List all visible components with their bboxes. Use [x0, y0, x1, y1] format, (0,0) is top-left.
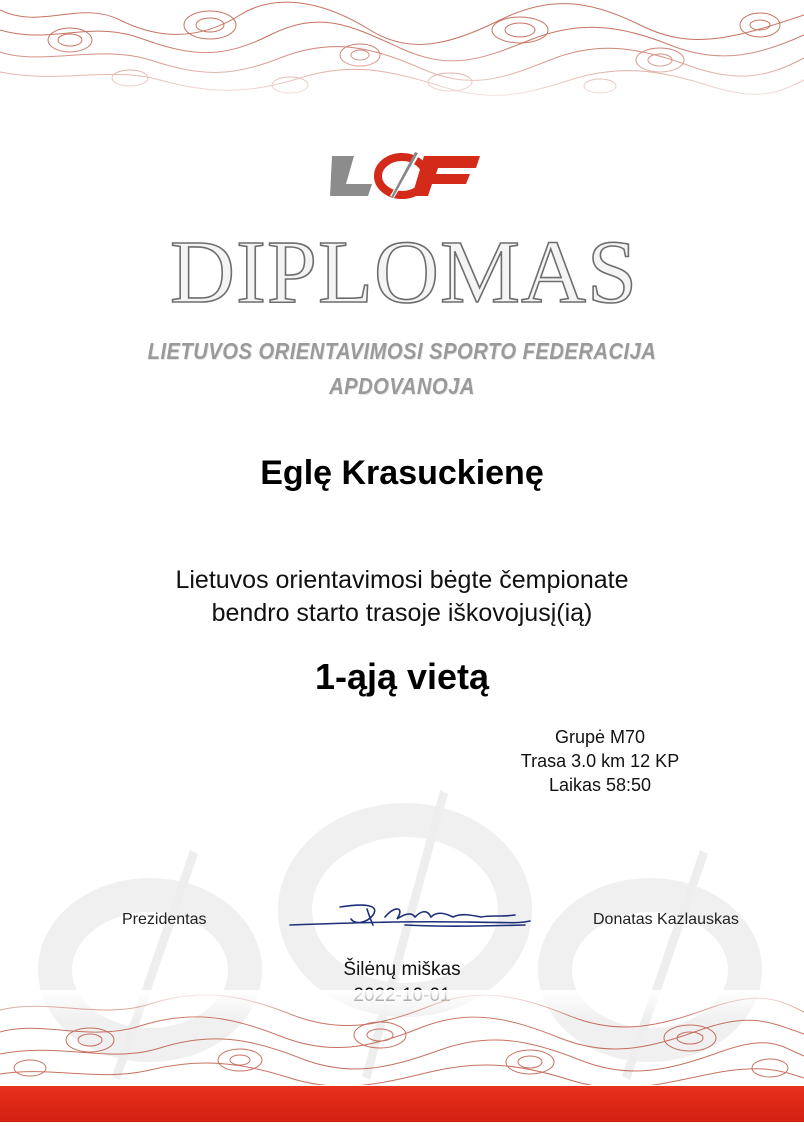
course-label: Trasa 3.0 km 12 KP — [520, 751, 680, 771]
bottom-pattern-border — [0, 990, 804, 1085]
diploma-title — [0, 222, 804, 322]
award-verb: APDOVANOJA — [329, 373, 475, 399]
top-pattern-border — [0, 0, 804, 110]
federation-name: LIETUVOS ORIENTAVIMOSI SPORTO FEDERACIJA — [147, 338, 657, 364]
federation-logo — [320, 152, 490, 200]
signer-role: Prezidentas — [122, 911, 207, 928]
time-label: Laikas 58:50 — [548, 775, 652, 795]
signer-name: Donatas Kazlauskas — [593, 911, 739, 928]
place-result: 1-ąją vietą — [314, 656, 490, 697]
title-text: DIPLOMAS — [169, 223, 639, 322]
recipient-name: Eglę Krasuckienę — [260, 454, 544, 492]
handwritten-signature — [285, 895, 535, 935]
event-line-1: Lietuvos orientavimosi bėgte čempionate — [175, 566, 629, 594]
bottom-red-bar — [0, 1086, 804, 1122]
event-line-2: bendro starto trasoje iškovojusį(ią) — [211, 599, 593, 627]
event-location: Šilėnų miškas — [343, 959, 461, 980]
group-label: Grupė M70 — [554, 727, 646, 747]
